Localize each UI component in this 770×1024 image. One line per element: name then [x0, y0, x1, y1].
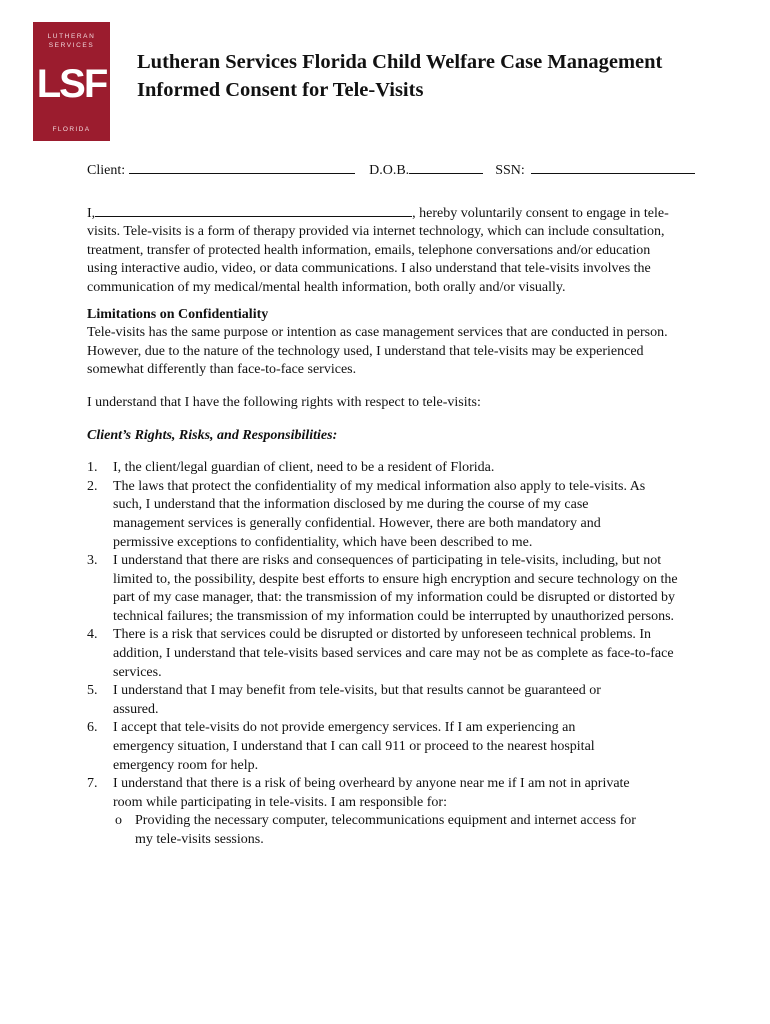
list-item-number: 3.: [87, 553, 98, 569]
dob-field[interactable]: [409, 160, 483, 174]
list-item-line: I understand that I may benefit from tele-visits, but that results cannot be guaranteed or: [113, 683, 601, 699]
list-item-line: permissive exceptions to confidentiality, which have been described to me.: [113, 534, 533, 550]
list-item-line: management services is generally confidential. However, there are both mandatory and: [113, 515, 601, 531]
title-line-1: Lutheran Services Florida Child Welfare Case Management: [137, 51, 663, 73]
consent-line: treatment, transfer of protected health information, emails, telephone conversations and/or education: [87, 242, 651, 258]
lsf-logo: [33, 22, 110, 141]
list-item-line: Providing the necessary computer, telecommunications equipment and internet access for: [135, 813, 636, 829]
list-item-line: such, I understand that the information disclosed by me during the course of my case: [113, 497, 589, 513]
consent-line: using interactive audio, video, or data communications. I also understand that tele-visits involves the: [87, 261, 651, 277]
client-info-row: [87, 160, 727, 181]
list-item-number: 6.: [87, 720, 98, 736]
list-item-number: 2.: [87, 478, 98, 494]
limitations-line: However, due to the nature of the technology used, I understand that tele-visits may be experienced: [87, 343, 644, 359]
list-item-line: I, the client/legal guardian of client, need to be a resident of Florida.: [113, 460, 495, 476]
list-item: [87, 775, 727, 849]
ssn-field[interactable]: [531, 160, 695, 174]
limitations-line: Tele-visits has the same purpose or intention as case management services that are conducted in person.: [87, 325, 668, 341]
rights-list: [87, 459, 727, 849]
list-item: [113, 812, 727, 849]
list-item-line: room while participating in tele-visits. I am responsible for:: [113, 794, 447, 810]
list-item-line: I understand that there are risks and consequences of participating in tele-visits, including, but not: [113, 553, 662, 569]
logo-bottom-text: FLORIDA: [52, 126, 91, 133]
limitations-line: somewhat differently than face-to-face services.: [87, 362, 357, 378]
title-line-2: Informed Consent for Tele-Visits: [137, 79, 424, 101]
logo-mark: LSF: [36, 62, 107, 106]
list-item-line: There is a risk that services could be disrupted or distorted by unforeseen technical problems. In: [113, 627, 652, 643]
list-item: [87, 478, 727, 552]
list-item-line: emergency situation, I understand that I can call 911 or proceed to the nearest hospital: [113, 739, 595, 755]
list-item-line: addition, I understand that tele-visits based services and care may not be as complete as face-to-face: [113, 646, 674, 662]
list-item: [87, 682, 727, 719]
logo-top-line-1: LUTHERAN: [47, 33, 96, 40]
list-item-line: services.: [113, 664, 162, 680]
consent-name-row: [87, 203, 727, 224]
list-item-number: 4.: [87, 627, 98, 643]
list-item-line: part of my case manager, that: the transmission of my information could be disrupted or distorted by: [113, 590, 676, 606]
list-item-line: emergency room for help.: [113, 757, 259, 773]
list-item: [87, 459, 727, 478]
list-item-line: limited to, the possibility, despite best efforts to ensure high encryption and secure technology on the: [113, 571, 678, 587]
responsibilities-list: [113, 812, 727, 849]
dob-label: D.O.B.: [369, 163, 410, 178]
list-item-line: The laws that protect the confidentiality of my medical information also apply to tele-visits. As: [113, 478, 646, 494]
list-item: [87, 552, 727, 626]
list-item-line: my tele-visits sessions.: [135, 832, 264, 847]
document-body: [87, 160, 727, 850]
logo-top-text: [33, 32, 110, 50]
list-item-line: assured.: [113, 701, 159, 717]
rights-intro: I understand that I have the following rights with respect to tele-visits:: [87, 394, 481, 410]
list-item-number: 7.: [87, 776, 98, 792]
list-item-line: I understand that there is a risk of being overheard by anyone near me if I am not in aprivate: [113, 776, 630, 792]
list-item-number: 1.: [87, 460, 98, 476]
list-item-line: I accept that tele-visits do not provide emergency services. If I am experiencing an: [113, 720, 576, 736]
limitations-heading: Limitations on Confidentiality: [87, 306, 269, 322]
list-item-line: technical failures; the transmission of my information could be interrupted by unauthorized persons.: [113, 608, 675, 624]
ssn-label: SSN:: [495, 163, 525, 178]
list-item: [87, 719, 727, 775]
document-title: [137, 48, 737, 104]
bullet-marker: o: [115, 813, 122, 829]
consent-line: communication of my medical/mental health information, both orally and/or visually.: [87, 279, 566, 295]
consent-suffix: , hereby voluntarily consent to engage in tele-: [412, 205, 669, 221]
consent-prefix: I,: [87, 205, 96, 221]
list-item-number: 5.: [87, 683, 98, 699]
client-field[interactable]: [129, 160, 355, 174]
consent-name-field[interactable]: [95, 203, 412, 217]
consent-line: visits. Tele-visits is a form of therapy provided via internet technology, which can include consultation,: [87, 224, 665, 240]
client-label: Client:: [87, 163, 126, 178]
rights-heading: Client’s Rights, Risks, and Responsibilities:: [87, 427, 338, 443]
list-item: [87, 626, 727, 682]
logo-top-line-2: SERVICES: [48, 42, 95, 49]
